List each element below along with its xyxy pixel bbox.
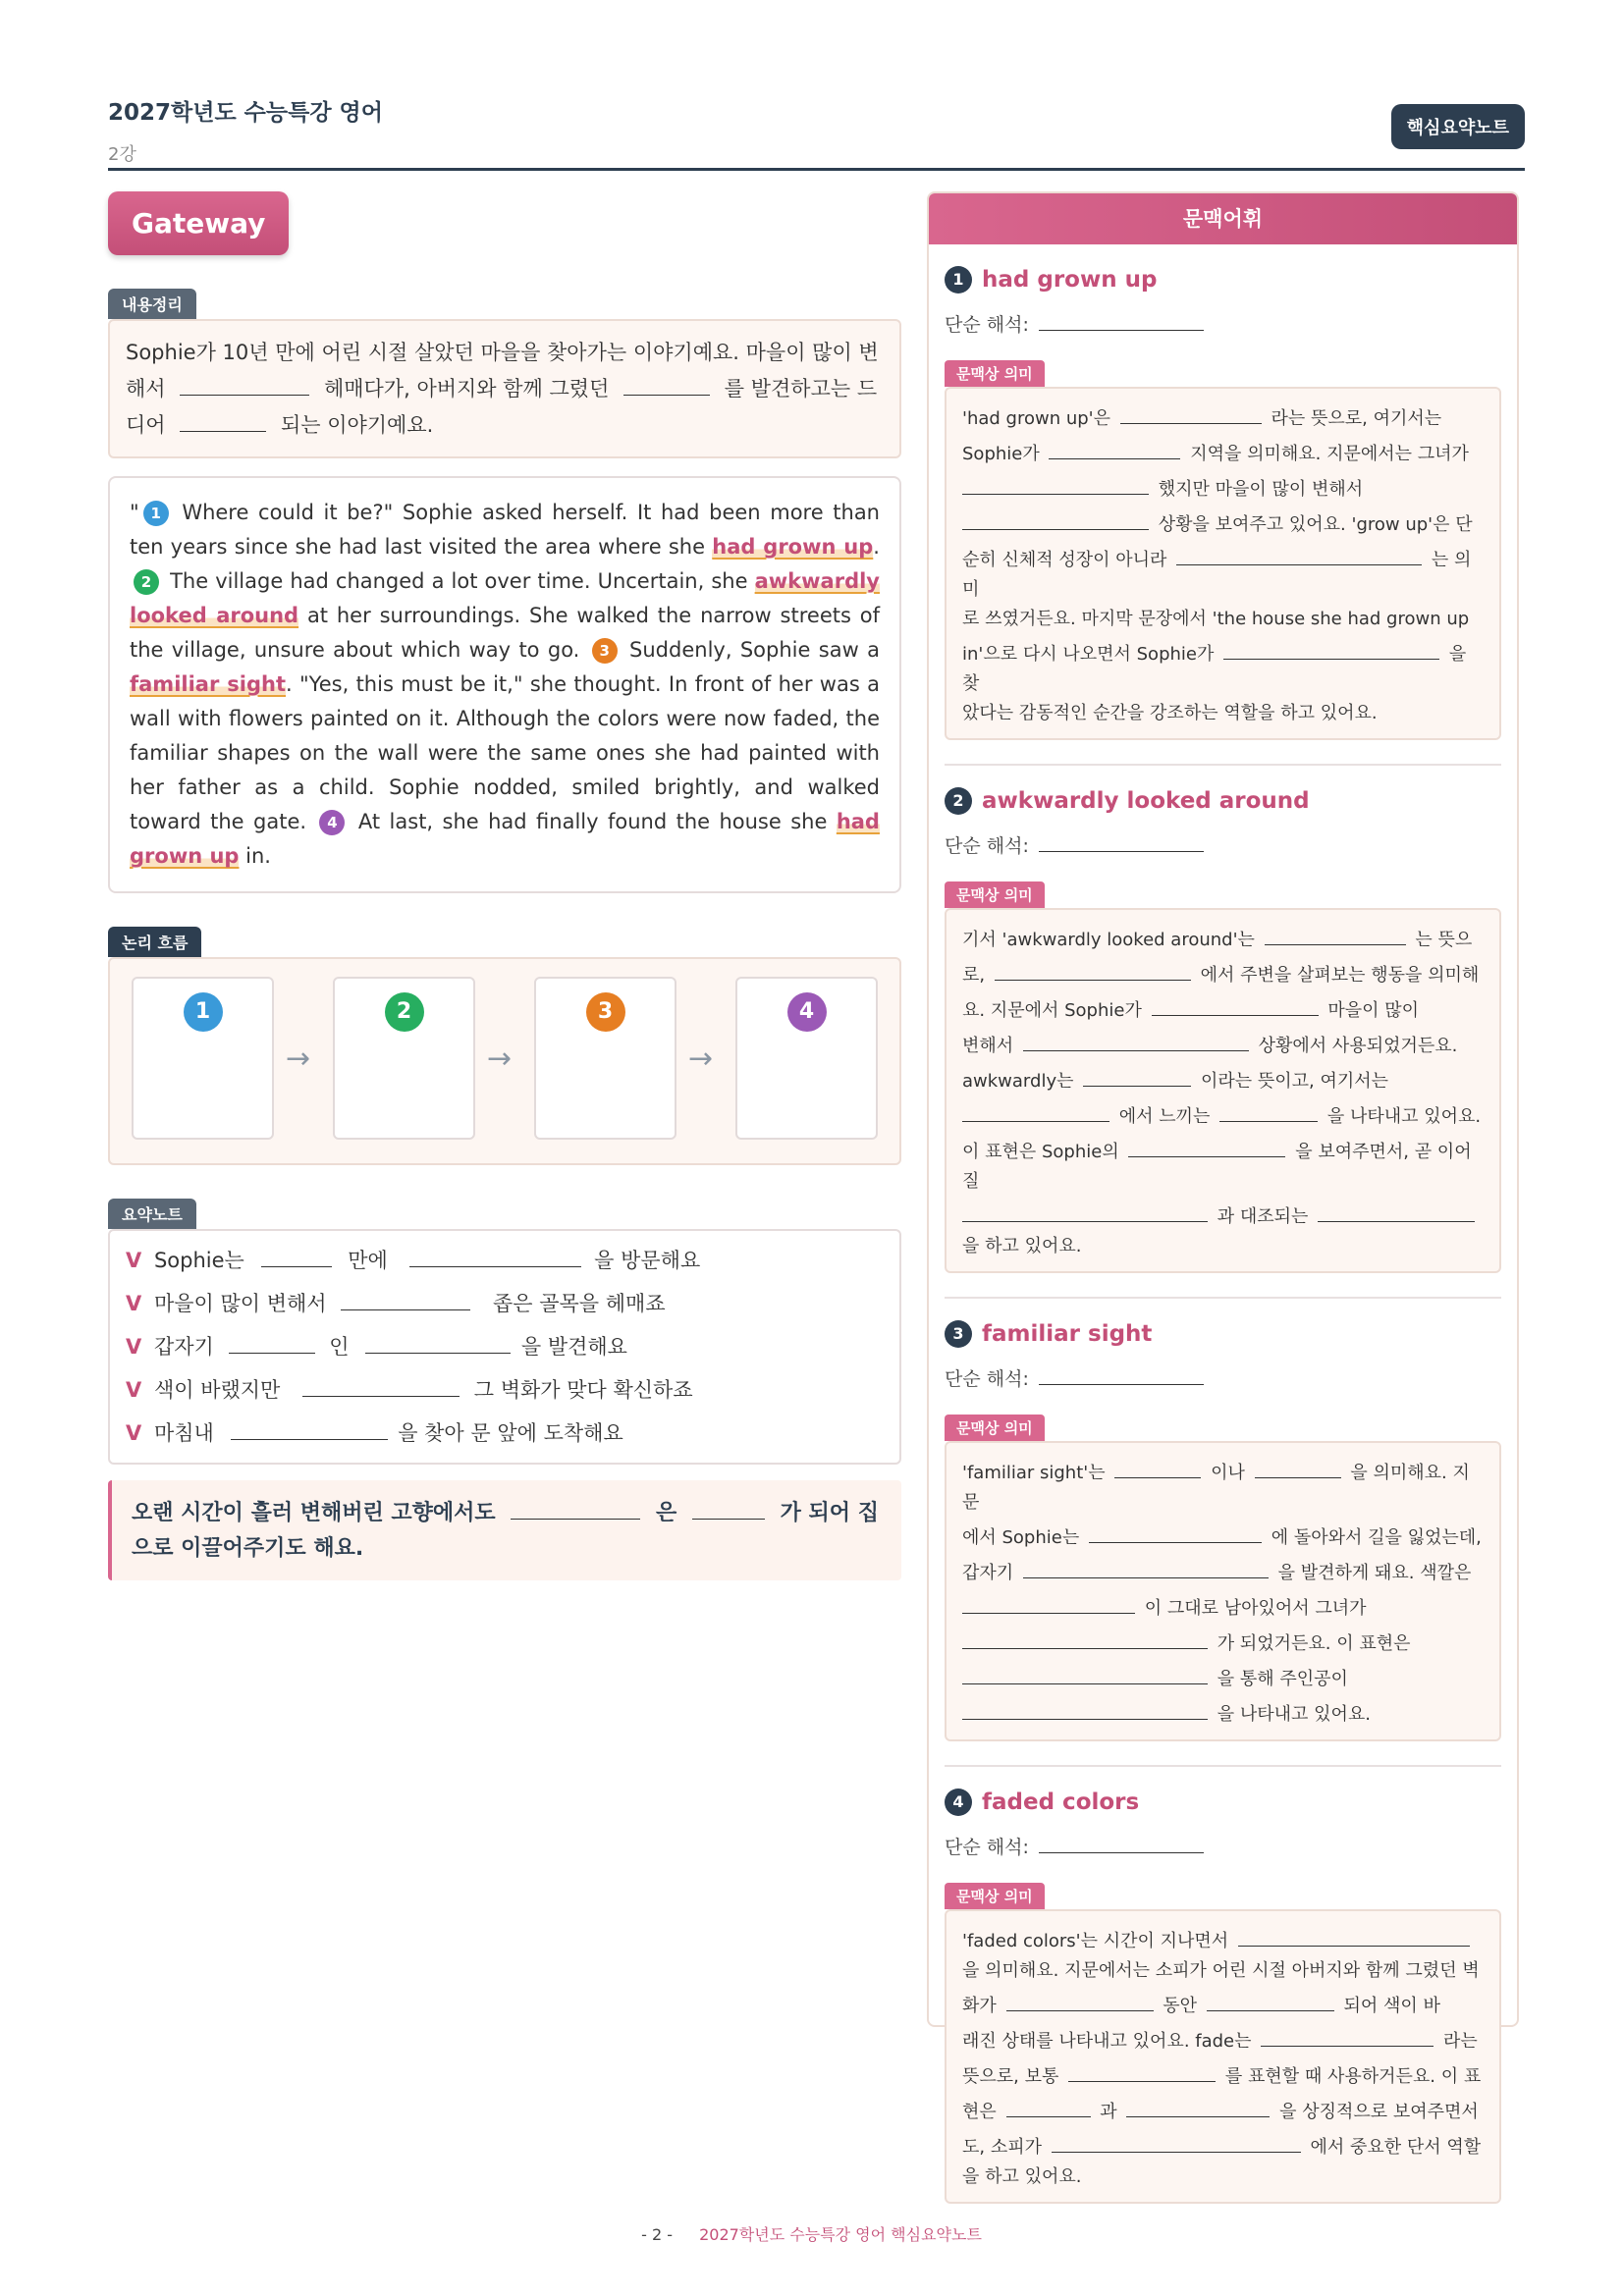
vocab-title: [945, 266, 1501, 294]
flow-arrow-icon: →: [286, 1041, 311, 1076]
meaning-text: 했지만 마을이 많이 변해서: [1158, 479, 1364, 500]
meaning-tag: 문맥상 의미: [945, 1883, 1045, 1909]
meaning-tag: 문맥상 의미: [945, 1415, 1045, 1441]
vocab-number: 3: [945, 1320, 972, 1348]
answer-blank[interactable]: [302, 1371, 460, 1397]
answer-blank[interactable]: [1049, 434, 1180, 459]
meaning-text: 을 나타내고 있어요.: [1217, 1704, 1372, 1725]
answer-blank[interactable]: [365, 1328, 511, 1354]
note-text: 색이 바랬지만: [153, 1378, 281, 1402]
summary-text-3: 를 발견하고는 드디어: [126, 377, 878, 437]
highlight-familiar-sight: familiar sight: [130, 672, 286, 696]
simple-label: 단순 해석:: [945, 1837, 1029, 1858]
divider: [945, 1297, 1501, 1299]
note-text: 마을이 많이 변해서: [153, 1292, 327, 1315]
meaning-text: 화가: [962, 1996, 997, 2016]
vocab-number: 1: [945, 266, 972, 294]
note-text: 마침내: [153, 1421, 214, 1445]
meaning-text: 뜻으로, 보통: [962, 2066, 1059, 2087]
summary-tag: 내용정리: [108, 289, 196, 319]
answer-blank[interactable]: [1023, 1553, 1269, 1578]
conclusion-text: 가 되어 집으로 이끌어주기도 해요.: [132, 1501, 879, 1561]
meaning-text: awkwardly는: [962, 1071, 1074, 1092]
meaning-text: 'had grown up'은: [962, 408, 1110, 429]
note-row-1: [126, 1239, 884, 1282]
flow-step-4[interactable]: [735, 977, 878, 1140]
flow-number-1: 1: [184, 992, 223, 1032]
meaning-text: 지역을 의미해요. 지문에서는 그녀가: [1190, 444, 1469, 464]
check-icon: V: [126, 1292, 142, 1315]
simple-label: 단순 해석:: [945, 835, 1029, 857]
flow-arrow-icon: →: [487, 1041, 513, 1076]
meaning-text: 을 나타내고 있어요.: [1326, 1106, 1482, 1127]
answer-blank[interactable]: [623, 370, 710, 396]
note-text: 갑자기: [153, 1335, 214, 1359]
meaning-box: [945, 1441, 1501, 1741]
answer-blank[interactable]: [229, 1328, 315, 1354]
passage-sentence-2b: at her surroundings. She walked the narrow streets of the village, unsure about which way to go.: [130, 604, 880, 662]
meaning-text: 기서 'awkwardly looked around'는: [962, 930, 1255, 950]
vocab-title: [945, 1320, 1501, 1348]
meaning-text: 를 표현할 때 사용하거든요. 이 표: [1224, 2066, 1482, 2087]
sentence-number-2: 2: [134, 569, 159, 595]
meaning-text: in'으로 다시 나오면서 Sophie가: [962, 644, 1215, 665]
flow-section: [108, 927, 901, 1165]
passage-punct: .: [873, 535, 880, 559]
answer-blank[interactable]: [962, 469, 1149, 495]
flow-step-2[interactable]: [333, 977, 475, 1140]
passage-sentence-3: Suddenly, Sophie saw a: [629, 638, 880, 662]
meaning-text: 았다는 감동적인 순간을 강조하는 역할을 하고 있어요.: [962, 703, 1378, 723]
meaning-text: 상황을 보여주고 있어요. 'grow up'은 단: [1158, 514, 1473, 535]
meaning-text: 동안: [1163, 1996, 1198, 2016]
answer-blank[interactable]: [962, 505, 1149, 530]
meaning-text: 는 뜻으: [1415, 930, 1473, 950]
answer-blank[interactable]: [1006, 1986, 1154, 2011]
answer-blank[interactable]: [1126, 2092, 1270, 2117]
answer-blank[interactable]: [962, 1197, 1208, 1222]
flow-number-4: 4: [787, 992, 827, 1032]
answer-blank[interactable]: [1265, 920, 1406, 945]
passage-sentence-4b: in.: [245, 844, 271, 868]
summary-section: [108, 289, 901, 458]
meaning-text: 이나: [1211, 1463, 1245, 1483]
answer-blank[interactable]: [962, 1624, 1208, 1649]
answer-blank[interactable]: [962, 1659, 1208, 1684]
meaning-text: 는 의미: [962, 550, 1472, 600]
divider: [945, 764, 1501, 766]
simple-translation: [945, 1828, 1501, 1859]
meaning-text: 이라는 뜻이고, 여기서는: [1200, 1071, 1388, 1092]
meaning-text: 현은: [962, 2102, 997, 2122]
check-icon: V: [126, 1378, 142, 1402]
meaning-text: 을 의미해요. 지문에서는 소피가 어린 시절 아버지와 함께 그렸던 벽: [962, 1960, 1480, 1981]
flow-number-3: 3: [586, 992, 625, 1032]
simple-label: 단순 해석:: [945, 1368, 1029, 1390]
answer-blank[interactable]: [1238, 1921, 1470, 1947]
page-number: - 2 -: [641, 2225, 673, 2244]
meaning-text: 에서 중요한 단서 역할: [1310, 2137, 1482, 2158]
note-text: 을 발견해요: [520, 1335, 627, 1359]
note-row-5: [126, 1412, 884, 1455]
flow-tag: 논리 흐름: [108, 927, 201, 957]
meaning-text: 이 표현은 Sophie의: [962, 1142, 1119, 1162]
meaning-text: 순히 신체적 성장이 아니라: [962, 550, 1167, 570]
meaning-text: 래진 상태를 나타내고 있어요. fade는: [962, 2031, 1252, 2052]
meaning-text: 라는 뜻으로, 여기서는: [1271, 408, 1442, 429]
check-icon: V: [126, 1335, 142, 1359]
answer-blank[interactable]: [1023, 1026, 1249, 1051]
vocab-item-2: [929, 787, 1517, 1299]
meaning-text: 이 그대로 남아있어서 그녀가: [1144, 1598, 1367, 1619]
passage-quote: ": [130, 501, 139, 524]
note-text: 을 찾아 문 앞에 도착해요: [398, 1421, 623, 1445]
note-text: 만에: [348, 1249, 388, 1272]
vocab-item-3: [929, 1320, 1517, 1767]
answer-blank[interactable]: [962, 1096, 1109, 1122]
meaning-box: [945, 908, 1501, 1273]
meaning-text: 에서 느끼는: [1118, 1106, 1211, 1127]
summary-text-1: Sophie가 10년 만에 어린 시절 살았던 마을을 찾아가는 이야기예요. 마을이 많이 변해서: [126, 341, 879, 400]
highlight-had-grown-up: had grown up: [712, 535, 874, 559]
flow-step-3[interactable]: [534, 977, 676, 1140]
answer-blank[interactable]: [1039, 305, 1204, 331]
meaning-tag: 문맥상 의미: [945, 360, 1045, 387]
answer-blank[interactable]: [1068, 2056, 1216, 2082]
meaning-text: 에서 주변을 살펴보는 행동을 의미해: [1200, 965, 1480, 986]
sentence-number-1: 1: [143, 501, 169, 526]
meaning-text: 로 쓰였거든요. 마지막 문장에서 'the house she had grown up: [962, 609, 1470, 629]
note-text: 그 벽화가 맞다 확신하죠: [473, 1378, 693, 1402]
vocab-term: had grown up: [982, 267, 1158, 293]
highlight-awkwardly-looked-around: awkwardly looked around: [130, 569, 880, 627]
answer-blank[interactable]: [1052, 2127, 1301, 2153]
answer-blank[interactable]: [1207, 1986, 1334, 2011]
meaning-text: 라는: [1443, 2031, 1478, 2052]
sentence-number-3: 3: [592, 638, 618, 664]
answer-blank[interactable]: [261, 1242, 332, 1267]
flow-box: [108, 957, 901, 1165]
answer-blank[interactable]: [1039, 1828, 1204, 1853]
highlight-had-grown-up-2: had grown up: [130, 810, 880, 868]
meaning-text: 을 보여주면서, 곧 이어질: [962, 1142, 1472, 1192]
summary-box: [108, 319, 901, 458]
meaning-text: 도, 소피가: [962, 2137, 1042, 2158]
answer-blank[interactable]: [962, 1588, 1135, 1614]
meaning-text: 요. 지문에서 Sophie가: [962, 1000, 1142, 1021]
note-text: 인: [329, 1335, 350, 1359]
footer-title: 2027학년도 수능특강 영어 핵심요약노트: [699, 2225, 982, 2244]
conclusion-text: 은: [656, 1501, 677, 1525]
meaning-text: 을 하고 있어요.: [962, 2166, 1082, 2187]
answer-blank[interactable]: [1255, 1453, 1341, 1478]
conclusion-text: 오랜 시간이 흘러 변해버린 고향에서도: [132, 1501, 496, 1525]
vocab-number: 4: [945, 1789, 972, 1816]
note-text: 을 방문해요: [594, 1249, 701, 1272]
answer-blank[interactable]: [511, 1494, 640, 1520]
meaning-text: 가 되었거든요. 이 표현은: [1217, 1633, 1411, 1654]
vocab-term: faded colors: [982, 1789, 1140, 1815]
meaning-text: 마을이 많이: [1327, 1000, 1419, 1021]
answer-blank[interactable]: [1152, 990, 1319, 1016]
meaning-text: 로,: [962, 965, 986, 986]
notes-tag: 요약노트: [108, 1199, 196, 1229]
passage-sentence-4: At last, she had finally found the house she: [357, 810, 828, 833]
meaning-text: 을 하고 있어요.: [962, 1236, 1082, 1256]
conclusion-box: [108, 1480, 901, 1580]
page-title: 2027학년도 수능특강 영어: [108, 100, 383, 126]
meaning-text: 에 돌아와서 길을 잃었는데,: [1271, 1527, 1482, 1548]
meaning-text: 과: [1100, 2102, 1117, 2122]
left-column: [108, 191, 901, 1580]
sentence-number-4: 4: [319, 810, 345, 835]
notes-section: [108, 1199, 901, 1465]
answer-blank[interactable]: [1176, 540, 1422, 565]
note-row-2: [126, 1282, 884, 1325]
vocab-title: [945, 1789, 1501, 1816]
meaning-text: 을 의미해요. 지문: [962, 1463, 1470, 1513]
meaning-text: 되어 색이 바: [1343, 1996, 1440, 2016]
vocab-number: 2: [945, 787, 972, 815]
meaning-text: 갑자기: [962, 1563, 1014, 1583]
header-badge: 핵심요약노트: [1391, 104, 1525, 149]
meaning-text: 을 발견하게 돼요. 색깔은: [1277, 1563, 1472, 1583]
check-icon: V: [126, 1249, 142, 1272]
answer-blank[interactable]: [1089, 1518, 1262, 1543]
notes-box: [108, 1229, 901, 1465]
vocab-item-4: [929, 1789, 1517, 2204]
flow-number-2: 2: [385, 992, 424, 1032]
simple-label: 단순 해석:: [945, 314, 1029, 336]
summary-text-2: 헤매다가, 아버지와 함께 그렸던: [323, 377, 610, 400]
answer-blank[interactable]: [1219, 1096, 1318, 1122]
divider: [945, 1765, 1501, 1767]
answer-blank[interactable]: [180, 370, 309, 396]
answer-blank[interactable]: [962, 1694, 1208, 1720]
check-icon: V: [126, 1421, 142, 1445]
answer-blank[interactable]: [341, 1285, 470, 1310]
meaning-text: 에서 Sophie는: [962, 1527, 1080, 1548]
page-header: [108, 94, 1525, 171]
meaning-text: 을 통해 주인공이: [1217, 1669, 1348, 1689]
answer-blank[interactable]: [409, 1242, 581, 1267]
vocab-term: familiar sight: [982, 1321, 1153, 1347]
vocab-header: 문맥어휘: [929, 193, 1517, 244]
answer-blank[interactable]: [1223, 634, 1439, 660]
meaning-text: 상황에서 사용되었거든요.: [1258, 1036, 1458, 1056]
flow-step-1[interactable]: [132, 977, 274, 1140]
simple-translation: [945, 827, 1501, 858]
meaning-text: 을 상징적으로 보여주면서: [1279, 2102, 1479, 2122]
lesson-number: 2강: [108, 144, 136, 165]
note-text: 좁은 골목을 헤매죠: [492, 1292, 666, 1315]
passage-sentence-1: Where could it be?" Sophie asked herself. It had been more than ten years since she had last visited the area where she: [130, 501, 880, 559]
passage-sentence-2: The village had changed a lot over time. Uncertain, she: [170, 569, 748, 593]
answer-blank[interactable]: [1261, 2021, 1434, 2047]
vocab-term: awkwardly looked around: [982, 788, 1310, 814]
answer-blank[interactable]: [231, 1415, 388, 1440]
meaning-tag: 문맥상 의미: [945, 881, 1045, 908]
simple-translation: [945, 305, 1501, 337]
answer-blank[interactable]: [180, 406, 266, 432]
meaning-text: Sophie가: [962, 444, 1040, 464]
meaning-text: 변해서: [962, 1036, 1014, 1056]
vocab-title: [945, 787, 1501, 815]
note-row-3: [126, 1325, 884, 1368]
passage-sentence-3b: . "Yes, this must be it," she thought. In front of her was a wall with flowers painted on it. Although the colors were now faded, the familiar shapes on the wall were the same ones she had painted with her father as a child. Sophie nodded, smiled brightly, and walked toward the gate.: [130, 672, 880, 833]
meaning-text: 'faded colors'는 시간이 지나면서: [962, 1931, 1229, 1951]
vocab-panel: [927, 191, 1519, 2187]
answer-blank[interactable]: [1039, 827, 1204, 852]
summary-text-4: 되는 이야기예요.: [280, 413, 434, 437]
answer-blank[interactable]: [1083, 1061, 1191, 1087]
meaning-text: 과 대조되는: [1217, 1206, 1309, 1227]
answer-blank[interactable]: [1120, 399, 1262, 424]
answer-blank[interactable]: [1114, 1453, 1201, 1478]
gateway-title: Gateway: [108, 191, 289, 255]
note-text: Sophie는: [153, 1249, 244, 1272]
page-footer: [0, 2222, 1623, 2245]
meaning-box: [945, 1909, 1501, 2204]
passage-box: [108, 476, 901, 893]
meaning-text: 을 찾: [962, 644, 1467, 694]
simple-translation: [945, 1360, 1501, 1391]
meaning-text: 'familiar sight'는: [962, 1463, 1106, 1483]
answer-blank[interactable]: [1006, 2092, 1091, 2117]
answer-blank[interactable]: [1128, 1132, 1285, 1157]
answer-blank[interactable]: [995, 955, 1191, 981]
answer-blank[interactable]: [1318, 1197, 1475, 1222]
vocab-item-1: [929, 266, 1517, 766]
note-row-4: [126, 1368, 884, 1412]
answer-blank[interactable]: [1039, 1360, 1204, 1385]
meaning-box: [945, 387, 1501, 740]
answer-blank[interactable]: [692, 1494, 765, 1520]
flow-arrow-icon: →: [688, 1041, 714, 1076]
